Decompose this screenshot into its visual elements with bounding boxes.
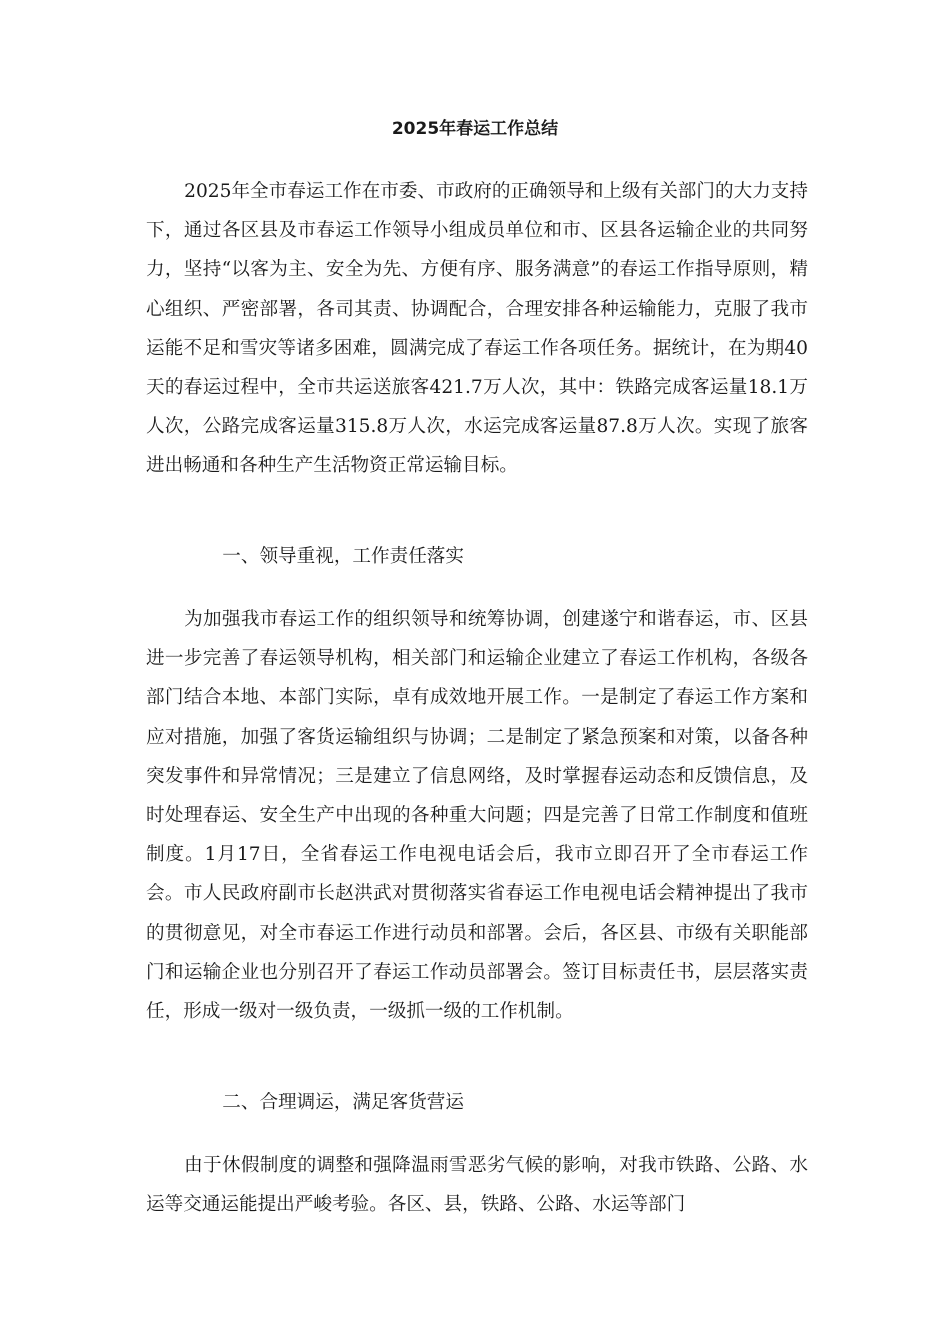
section-heading-2: 二、合理调运，满足客货营运 [222, 1092, 464, 1113]
section-1-paragraph: 为加强我市春运工作的组织领导和统筹协调，创建遂宁和谐春运，市、区县进一步完善了春运领导机构，相关部门和运输企业建立了春运工作机构，各级各部门结合本地、本部门实际，卓有成效地开展工作。一是制定了春运工作方案和应对措施，加强了客货运输组织与协调；二是制定了紧急预案和对策，以备各种突发事件和异常情况；三是建立了信息网络，及时掌握春运动态和反馈信息，及时处理春运、安全生产中出现的各种重大问题；四是完善了日常工作制度和值班制度。1月17日，全省春运工作电视电话会后，我市立即召开了全市春运工作会。市人民政府副市长赵洪武对贯彻落实省春运工作电视电话会精神提出了我市的贯彻意见，对全市春运工作进行动员和部署。会后，各区县、市级有关职能部门和运输企业也分别召开了春运工作动员部署会。签订目标责任书，层层落实责任，形成一级对一级负责，一级抓一级的工作机制。 [146, 609, 808, 1023]
section-heading-1: 一、领导重视，工作责任落实 [222, 546, 464, 567]
section-2-paragraph: 由于休假制度的调整和强降温雨雪恶劣气候的影响，对我市铁路、公路、水运等交通运能提出严峻考验。各区、县，铁路、公路、水运等部门 [146, 1155, 808, 1216]
intro-paragraph: 2025年全市春运工作在市委、市政府的正确领导和上级有关部门的大力支持下，通过各区县及市春运工作领导小组成员单位和市、区县各运输企业的共同努力，坚持“以客为主、安全为先、方便有序、服务满意”的春运工作指导原则，精心组织、严密部署，各司其责、协调配合，合理安排各种运输能力，克服了我市运能不足和雪灾等诸多困难，圆满完成了春运工作各项任务。据统计，在为期40天的春运过程中，全市共运送旅客421.7万人次，其中：铁路完成客运量18.1万人次，公路完成客运量315.8万人次，水运完成客运量87.8万人次。实现了旅客进出畅通和各种生产生活物资正常运输目标。 [146, 181, 808, 477]
document-title: 2025年春运工作总结 [391, 119, 559, 139]
